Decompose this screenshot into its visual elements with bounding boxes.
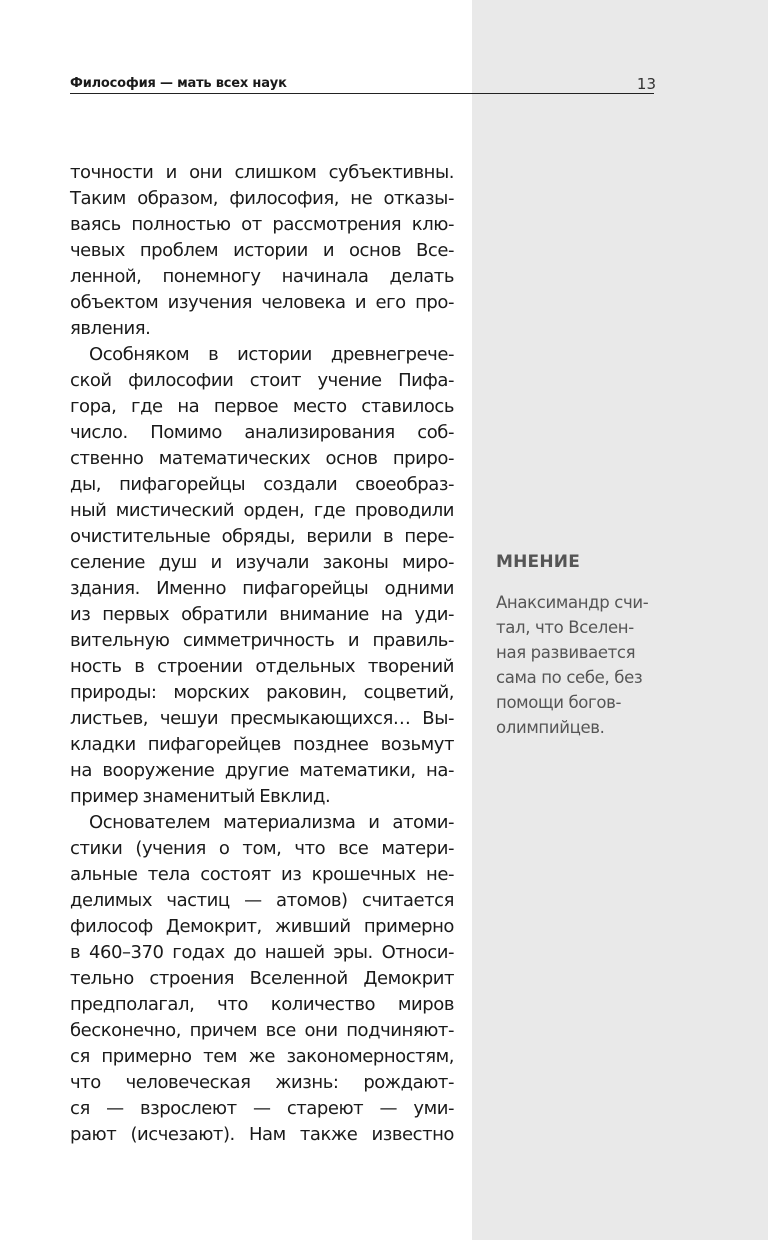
text-line: что человеческая жизнь: рождают- [70, 1072, 454, 1093]
text-line: кладки пифагорейцев позднее возьмут [70, 734, 454, 755]
text-line: листьев, чешуи пресмыкающихся… Вы- [70, 708, 454, 729]
opinion-box [496, 548, 676, 740]
opinion-line: помощи богов- [496, 693, 622, 712]
text-line: очистительные обряды, верили в пере- [70, 526, 454, 547]
text-line: рают (исчезают). Нам также известно [70, 1124, 454, 1145]
opinion-line: сама по себе, без [496, 668, 643, 687]
text-line: точности и они слишком субъективны. [70, 162, 454, 183]
text-line: на вооружение другие математики, на- [70, 760, 454, 781]
text-line: селение душ и изучали законы миро- [70, 552, 454, 573]
text-line: здания. Именно пифагорейцы одними [70, 578, 454, 599]
text-line: Основателем материализма и атоми- [89, 812, 454, 833]
text-line: ды, пифагорейцы создали своеобраз- [70, 474, 454, 495]
opinion-title: МНЕНИЕ [496, 552, 581, 572]
text-line: объектом изучения человека и его про- [70, 292, 454, 313]
text-line: делимых частиц — атомов) считается [70, 890, 454, 911]
text-line: пример знаменитый Евклид. [70, 786, 331, 807]
text-line: гора, где на первое место ставилось [70, 396, 454, 417]
text-line: ность в строении отдельных творений [70, 656, 454, 677]
opinion-line: олимпийцев. [496, 718, 605, 737]
text-line: явления. [70, 318, 151, 339]
text-line: Особняком в истории древнегрече- [89, 344, 454, 365]
running-title: Философия — мать всех наук [70, 76, 287, 91]
text-line: ленной, понемногу начинала делать [70, 266, 454, 287]
page-number: 13 [636, 75, 656, 93]
opinion-line: тал, что Вселен- [496, 618, 634, 637]
text-line: ный мистический орден, где проводили [70, 500, 454, 521]
text-line: ся — взрослеют — стареют — уми- [70, 1098, 454, 1119]
text-line: ваясь полностью от рассмотрения клю- [70, 214, 454, 235]
opinion-text [496, 590, 676, 740]
text-line: из первых обратили внимание на уди- [70, 604, 454, 625]
text-line: философ Демокрит, живший примерно [70, 916, 454, 937]
text-line: стики (учения о том, что все матери- [70, 838, 454, 859]
text-line: чевых проблем истории и основ Все- [70, 240, 454, 261]
main-text [70, 160, 454, 1148]
opinion-line: ная развивается [496, 643, 636, 662]
opinion-line: Анаксимандр счи- [496, 593, 649, 612]
text-line: природы: морских раковин, соцветий, [70, 682, 454, 703]
text-line: ской философии стоит учение Пифа- [70, 370, 454, 391]
text-line: число. Помимо анализирования соб- [70, 422, 454, 443]
text-line: альные тела состоят из крошечных не- [70, 864, 454, 885]
text-line: Таким образом, философия, не отказы- [70, 188, 454, 209]
text-line: бесконечно, причем все они подчиняют- [70, 1020, 454, 1041]
text-line: вительную симметричность и правиль- [70, 630, 454, 651]
text-line: ся примерно тем же закономерностям, [70, 1046, 454, 1067]
header-rule [70, 93, 654, 94]
text-line: предполагал, что количество миров [70, 994, 454, 1015]
text-line: ственно математических основ приро- [70, 448, 454, 469]
text-line: в 460–370 годах до нашей эры. Относи- [70, 942, 454, 963]
text-line: тельно строения Вселенной Демокрит [70, 968, 454, 989]
